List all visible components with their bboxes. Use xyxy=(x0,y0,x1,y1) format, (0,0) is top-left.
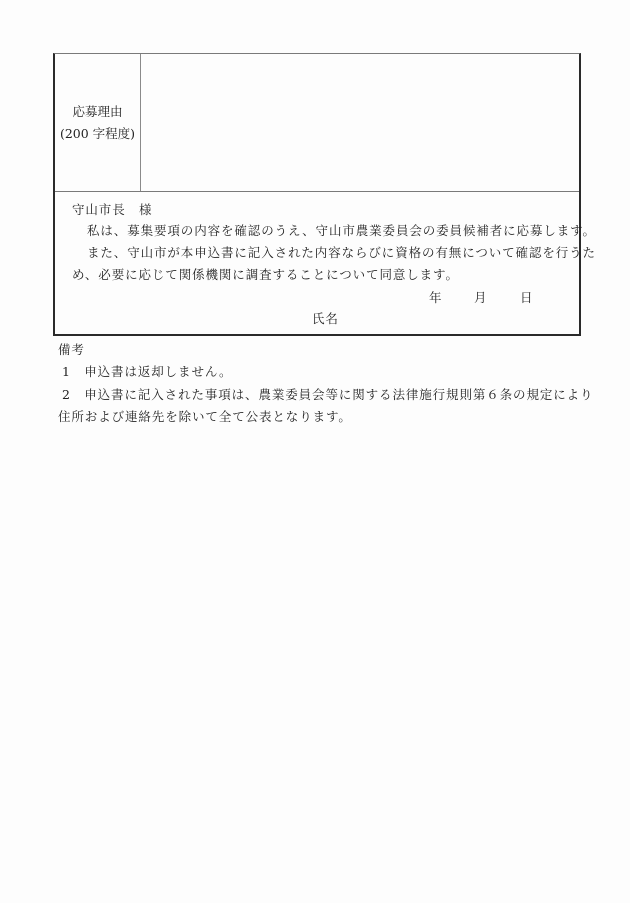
statement-line-3: め、必要に応じて関係機関に調査することについて同意します。 xyxy=(72,267,459,282)
note-item-2-continued: 住所および連絡先を除いて全て公表となります。 xyxy=(58,409,352,424)
date-day-label: 日 xyxy=(520,290,534,305)
date-month-label: 月 xyxy=(474,290,488,305)
name-label: 氏名 xyxy=(312,311,339,326)
statement-line-1: 私は、募集要項の内容を確認のうえ、守山市農業委員会の委員候補者に応募します。 xyxy=(87,223,596,238)
application-form-table xyxy=(53,53,596,336)
note-item-2: 2 申込書に記入された事項は、農業委員会等に関する法律施行規則第６条の規定により xyxy=(62,387,594,402)
notes-heading: 備考 xyxy=(58,342,85,357)
reason-length-hint: (200 字程度) xyxy=(59,125,136,141)
date-year-label: 年 xyxy=(429,290,443,305)
reason-label-cell xyxy=(55,54,141,191)
reason-input-field[interactable] xyxy=(141,54,579,191)
reason-label: 応募理由 xyxy=(72,103,123,119)
addressee: 守山市長 様 xyxy=(72,202,153,217)
statement-line-2: また、守山市が本申込書に記入された内容ならびに資格の有無について確認を行うた xyxy=(87,245,596,260)
note-item-1: 1 申込書は返却しません。 xyxy=(62,364,233,379)
declaration-section xyxy=(55,192,596,334)
reason-row xyxy=(55,54,579,192)
